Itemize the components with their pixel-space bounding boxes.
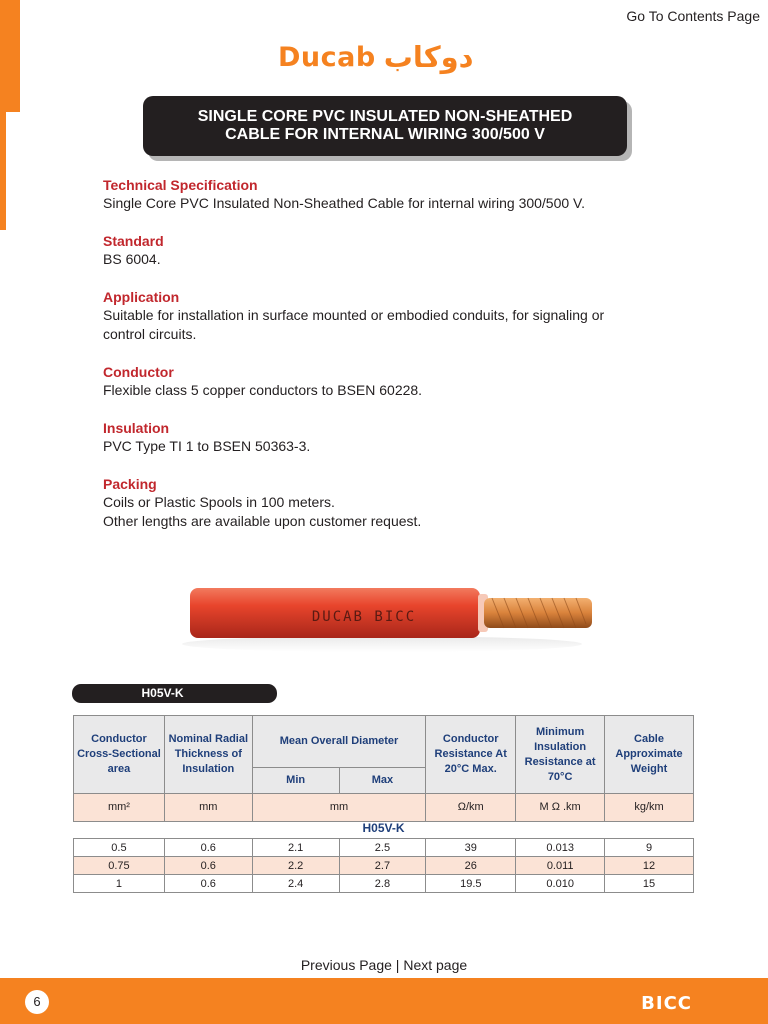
logo-arabic-text: دوكاب [383,40,474,74]
header-resistance: Conductor Resistance At 20°C Max. [426,716,516,794]
spec-table-data [73,838,694,893]
unit-resistance: Ω/km [426,794,516,822]
table-row [74,857,694,875]
specification-list [103,176,703,550]
section-application [103,288,703,344]
spec-table-header [73,715,694,822]
header-insulation-resistance: Minimum Insulation Resistance at 70°C [516,716,605,794]
unit-diameter: mm [252,794,426,822]
cell-resistance: 39 [426,839,516,857]
go-to-contents-link[interactable]: Go To Contents Page [626,8,760,24]
table-row [74,875,694,893]
section-text: Suitable for installation in surface mounted or embodied conduits, for signaling or [103,307,605,323]
page-number-badge: 6 [25,990,49,1014]
section-text: Other lengths are available upon customer request. [103,513,422,529]
cell-min: 2.2 [252,857,339,875]
cell-resistance: 19.5 [426,875,516,893]
section-conductor [103,363,703,400]
cell-thickness: 0.6 [164,857,252,875]
header-thickness: Nominal Radial Thickness of Insulation [164,716,252,794]
nav-separator: | [395,957,400,973]
cell-thickness: 0.6 [164,839,252,857]
logo-latin-text: Ducab [278,41,376,73]
cell-insulation-resistance: 0.013 [516,839,605,857]
cell-weight: 9 [605,839,694,857]
section-text: control circuits. [103,326,197,342]
section-heading: Insulation [103,420,170,436]
cable-shadow [182,636,582,652]
unit-insulation-resistance: M Ω .km [516,794,605,822]
cell-insulation-resistance: 0.011 [516,857,605,875]
unit-thickness: mm [164,794,252,822]
section-text: Coils or Plastic Spools in 100 meters. [103,494,335,510]
cell-cross-section: 0.75 [74,857,165,875]
page-navigation [0,957,768,973]
section-heading: Technical Specification [103,177,258,193]
cell-insulation-resistance: 0.010 [516,875,605,893]
cell-max: 2.5 [339,839,426,857]
left-accent-bar-thin [0,112,6,230]
section-heading: Application [103,289,180,305]
section-text: PVC Type TI 1 to BSEN 50363-3. [103,438,311,454]
unit-cross-section: mm² [74,794,165,822]
cable-print-text: DUCAB BICC [311,609,417,625]
ducab-logo [278,40,474,74]
cable-product-image [182,584,602,654]
previous-page-link[interactable]: Previous Page [300,957,392,973]
cell-max: 2.7 [339,857,426,875]
header-cross-section: Conductor Cross-Sectional area [74,716,165,794]
table-row [74,839,694,857]
cell-max: 2.8 [339,875,426,893]
section-insulation [103,419,703,456]
page-title [143,96,627,156]
section-technical-specification [103,176,703,213]
unit-weight: kg/km [605,794,694,822]
footer-brand: BICC [641,993,692,1014]
cell-cross-section: 0.5 [74,839,165,857]
table-subheading: H05V-K [362,821,405,835]
section-heading: Standard [103,233,164,249]
cell-min: 2.1 [252,839,339,857]
cell-cross-section: 1 [74,875,165,893]
section-heading: Packing [103,476,157,492]
title-line-1: SINGLE CORE PVC INSULATED NON-SHEATHED [197,108,573,125]
section-standard [103,232,703,269]
next-page-link[interactable]: Next page [403,957,468,973]
header-diameter: Mean Overall Diameter [252,716,426,768]
section-heading: Conductor [103,364,174,380]
header-weight: Cable Approximate Weight [605,716,694,794]
cell-weight: 15 [605,875,694,893]
product-code-pill: H05V-K [72,684,277,703]
title-line-2: CABLE FOR INTERNAL WIRING 300/500 V [225,126,545,143]
cell-thickness: 0.6 [164,875,252,893]
section-packing [103,475,703,531]
left-accent-bar [0,0,20,112]
header-min: Min [252,768,339,794]
section-text: Single Core PVC Insulated Non-Sheathed Cable for internal wiring 300/500 V. [103,195,586,211]
cell-min: 2.4 [252,875,339,893]
cell-resistance: 26 [426,857,516,875]
cell-weight: 12 [605,857,694,875]
section-text: Flexible class 5 copper conductors to BSEN 60228. [103,382,423,398]
header-max: Max [339,768,426,794]
section-text: BS 6004. [103,251,161,267]
